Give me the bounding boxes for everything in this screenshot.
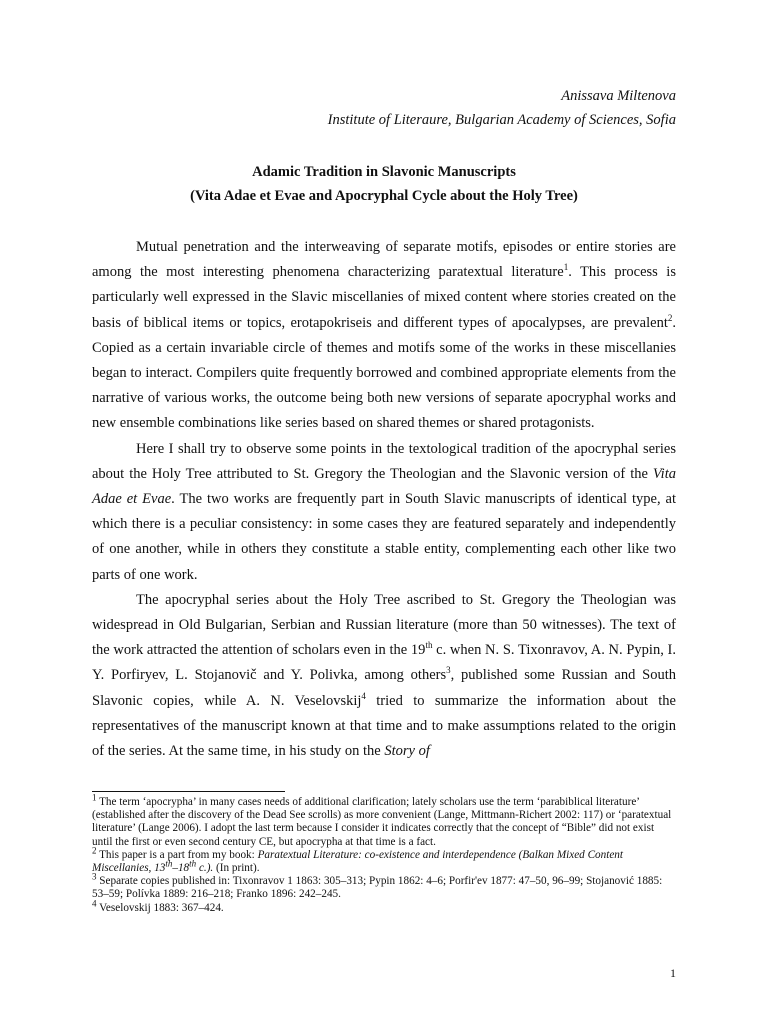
paragraph-2 <box>92 437 676 588</box>
footnote-text: The term ‘apocrypha’ in many cases needs of additional clarification; lately scholars use the term ‘parabiblical literature’ (established after the discovery of the Dead See scrolls) as more convenient (Lange, Mittmann-Richert 2002: 117) or ‘paratextual literature’ (Lange 2006). I adopt the last term because I consider it indicates correctly that the concept of “Bible” did not exist until the first or even second century CE, but apocrypha at that time is a fact. <box>92 796 672 848</box>
footnote-number: 3 <box>92 871 97 882</box>
paragraph-1 <box>92 235 676 437</box>
text-run: Here I shall try to observe some points in the textological tradition of the apocryphal series about the Holy Tree attributed to St. Gregory the Theologian and the Slavonic version of the <box>92 440 676 482</box>
text-run: . Copied as a certain invariable circle of themes and motifs some of the works in these miscellanies began to interact. Compilers quite frequently borrowed and combined appropriate elements from the narrative of various works, the outcome being both new versions of separate apocryphal works and new ensemble combinations like series based on shared themes or shared protagonists. <box>92 314 676 432</box>
text-run: tried to summarize the information about the representatives of the manuscript known at that time and to make assumptions related to the origin of the series. At the same time, in his study on the <box>92 692 676 760</box>
text-run: c.). <box>196 862 214 875</box>
footnotes <box>92 792 676 915</box>
page-number: 1 <box>670 966 676 980</box>
superscript-th: th <box>165 858 173 869</box>
footnote-text: Veselovskij 1883: 367–424. <box>96 901 224 914</box>
footnote-ref-1: 1 <box>563 262 569 273</box>
footnote-3 <box>92 871 676 901</box>
paragraph-3 <box>92 588 676 764</box>
footnote-ref-4: 4 <box>361 690 366 701</box>
body-text <box>92 235 676 764</box>
text-run: The apocryphal series about the Holy Tree ascribed to St. Gregory the Theologian was widespread in Old Bulgarian, Serbian and Russian literature (more than 50 witnesses). The text of the work attracted the attention of scholars even in the 19 <box>92 591 676 659</box>
footnote-4 <box>92 897 676 915</box>
text-run: . The two works are frequently part in South Slavic manuscripts of identical type, at which there is a peculiar consistency: in some cases they are featured separately and independently of one another, while in others they constitute a stable entity, complementing each other like two parts of one work. <box>92 491 676 583</box>
footnote-number: 2 <box>92 845 97 856</box>
text-run: Paratextual Literature: co-existence and interdependence (Balkan Mixed Content Miscellanies, 13 <box>92 848 624 875</box>
footnote-text: Separate copies published in: Tixonravov 1 1863: 305–313; Pypin 1862: 4–6; Porfir'ev 1877: 47–50, 96–99; Stojanović 1885: 53–59; Polívka 1889: 216–218; Franko 1896: 242–245. <box>92 875 663 901</box>
title-line-2: (Vita Adae et Evae and Apocryphal Cycle about the Holy Tree) <box>190 188 578 204</box>
superscript-th: th <box>189 858 197 869</box>
text-run: –18 <box>172 862 190 875</box>
footnote-2 <box>92 845 676 875</box>
author-name: Anissava Miltenova <box>561 88 676 104</box>
footnote-text: This paper is a part from my book: <box>96 848 258 861</box>
italic-title: Story of <box>384 743 430 760</box>
superscript-th: th <box>425 640 433 651</box>
footnote-number: 4 <box>92 897 97 908</box>
title-line-1: Adamic Tradition in Slavonic Manuscripts <box>252 164 516 180</box>
text-run: Mutual penetration and the interweaving of separate motifs, episodes or entire stories are among the most interesting phenomena characterizing paratextual literature <box>92 239 676 281</box>
text-run: c. when N. S. Tixonravov, A. N. Pypin, I. Y. Porfiryev, L. Stojanovič and Y. Polivka, among others <box>92 642 676 684</box>
text-run: . This process is particularly well expressed in the Slavic miscellanies of mixed content where stories created on the basis of biblical items or topics, erotapokriseis and different types of apocalypses, are prevalent <box>92 264 676 331</box>
footnote-ref-3: 3 <box>446 665 451 676</box>
text-run: , published some Russian and South Slavonic copies, while A. N. Veselovskij <box>92 667 676 709</box>
footnote-1 <box>92 792 676 849</box>
paper-title <box>92 160 676 208</box>
text-run: (In print). <box>213 862 260 875</box>
italic-title: Vita Adae et Evae <box>92 465 676 508</box>
footnote-ref-2: 2 <box>667 312 673 323</box>
footnote-number: 1 <box>92 792 97 803</box>
author-affiliation: Institute of Literaure, Bulgarian Academy of Sciences, Sofia <box>327 112 676 128</box>
footnote-separator <box>92 791 285 792</box>
